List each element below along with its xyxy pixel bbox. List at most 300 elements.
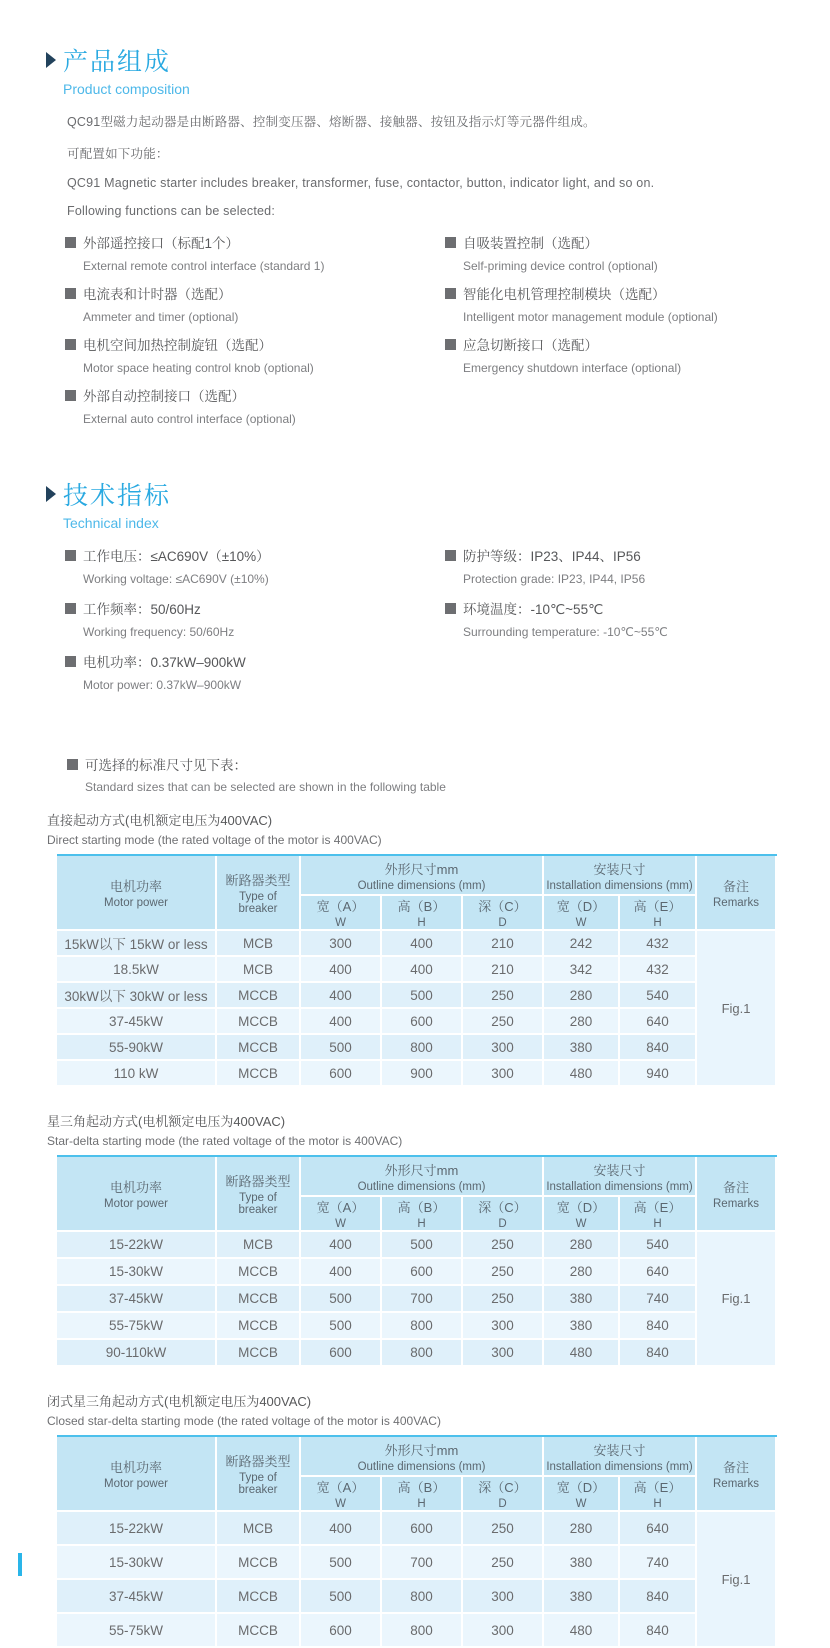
item-text-zh: 防护等级：IP23、IP44、IP56 (463, 549, 641, 564)
item-text-zh: 外部自动控制接口（选配） (83, 389, 245, 404)
section-subtitle-product-composition: Product composition (63, 81, 190, 97)
table-cell: 15kW以下 15kW or less (57, 931, 217, 957)
table-cell: 700 (382, 1286, 463, 1313)
table-row (57, 1259, 777, 1286)
header-text-zh: 深（C） (478, 1200, 527, 1215)
item-text-en: Working frequency: 50/60Hz (83, 625, 235, 639)
section-product-composition-header (46, 0, 830, 97)
table-cell: 380 (544, 1286, 620, 1313)
header-sub-dimension (301, 896, 382, 931)
size-table (57, 1155, 777, 1367)
item-text-zh: 电机功率：0.37kW–900kW (83, 655, 246, 670)
table-cell: 280 (544, 1009, 620, 1035)
table-row (57, 1009, 777, 1035)
bullet-square-icon (65, 288, 76, 299)
header-sub-dimension (382, 896, 463, 931)
table-cell: MCB (217, 931, 301, 957)
table-cell: 600 (382, 1512, 463, 1546)
table-cell: 800 (382, 1580, 463, 1614)
table-cell: MCB (217, 1512, 301, 1546)
list-item (445, 283, 830, 324)
table-cell: 380 (544, 1035, 620, 1061)
table-cell: 500 (301, 1580, 382, 1614)
table-cell: 30kW以下 30kW or less (57, 983, 217, 1009)
table-caption-zh: 星三角起动方式(电机额定电压为400VAC) (47, 1114, 286, 1129)
header-text-en: H (653, 917, 662, 929)
item-text-zh: 电机空间加热控制旋钮（选配） (83, 338, 272, 353)
item-text-zh: 工作电压：≤AC690V（±10%） (83, 549, 270, 564)
table-cell: MCCB (217, 1580, 301, 1614)
header-sub-dimension (301, 1477, 382, 1512)
bullet-square-icon (65, 656, 76, 667)
size-table-container (47, 1155, 830, 1367)
list-item (445, 232, 830, 273)
header-text-zh: 高（E） (633, 899, 682, 914)
bullet-square-icon (445, 288, 456, 299)
bullet-square-icon (445, 550, 456, 561)
table-cell: 840 (620, 1035, 697, 1061)
table-cell: MCCB (217, 1035, 301, 1061)
bullet-square-icon (65, 390, 76, 401)
product-intro (67, 112, 830, 218)
table-cell: 432 (620, 957, 697, 983)
header-motor-power (57, 1437, 217, 1512)
item-text-en: Protection grade: IP23, IP44, IP56 (463, 572, 646, 586)
item-text-en: Surrounding temperature: -10℃~55℃ (463, 625, 668, 639)
size-note-zh: 可选择的标准尺寸见下表： (85, 758, 247, 773)
header-text-en: H (417, 917, 426, 929)
list-item (65, 232, 445, 273)
header-text-zh: 安装尺寸 (593, 1162, 646, 1178)
header-text-zh: 宽（D） (556, 899, 606, 914)
header-text-en: Installation dimensions (mm) (546, 879, 693, 892)
header-text-en: H (417, 1498, 426, 1510)
header-text-en: D (498, 1218, 507, 1230)
header-text-en: W (335, 1218, 346, 1230)
table-row (57, 1546, 777, 1580)
table-cell: 400 (382, 957, 463, 983)
table-row (57, 931, 777, 957)
header-text-zh: 外形尺寸mm (384, 1442, 459, 1458)
item-text-en: Motor power: 0.37kW–900kW (83, 678, 242, 692)
table-cell: 55-90kW (57, 1035, 217, 1061)
item-text-en: Emergency shutdown interface (optional) (463, 361, 682, 375)
header-text-zh: 安装尺寸 (593, 1442, 646, 1458)
table-cell: 300 (463, 1614, 544, 1648)
header-text-zh: 断路器类型 (225, 1454, 291, 1469)
header-sub-dimension (382, 1197, 463, 1232)
spec-column-right (445, 545, 830, 704)
item-text-en: Ammeter and timer (optional) (83, 310, 239, 324)
header-text-zh: 宽（D） (556, 1200, 606, 1215)
header-text-en: H (417, 1218, 426, 1230)
table-cell: 250 (463, 983, 544, 1009)
table-cell: 280 (544, 983, 620, 1009)
table-cell: 380 (544, 1313, 620, 1340)
table-cell: 500 (301, 1313, 382, 1340)
intro-line-zh-2: 可配置如下功能： (67, 147, 169, 161)
header-text-en: Type of breaker (238, 891, 278, 915)
header-text-zh: 宽（A） (316, 1480, 365, 1495)
table-cell: 500 (301, 1286, 382, 1313)
bullet-square-icon (445, 339, 456, 350)
table-cell: 640 (620, 1512, 697, 1546)
table-cell: 15-22kW (57, 1232, 217, 1259)
header-text-zh: 宽（A） (316, 1200, 365, 1215)
table-block-closed-star-delta (47, 1391, 830, 1648)
header-text-zh: 高（B） (397, 899, 446, 914)
header-text-en: W (575, 1498, 587, 1510)
header-outline-dimensions (301, 1437, 544, 1477)
table-row (57, 1035, 777, 1061)
table-cell: 400 (301, 957, 382, 983)
table-cell: MCCB (217, 1286, 301, 1313)
header-text-zh: 高（E） (633, 1200, 682, 1215)
table-cell: 37-45kW (57, 1009, 217, 1035)
table-remark-cell: Fig.1 (697, 1512, 777, 1648)
table-row (57, 1512, 777, 1546)
table-cell: 480 (544, 1340, 620, 1367)
table-cell: 840 (620, 1340, 697, 1367)
header-text-en: Remarks (713, 897, 760, 909)
header-text-zh: 宽（D） (556, 1480, 606, 1495)
table-row (57, 1061, 777, 1087)
header-outline-dimensions (301, 1157, 544, 1197)
item-text-zh: 电流表和计时器（选配） (83, 287, 232, 302)
header-text-en: Outline dimensions (mm) (357, 879, 486, 892)
header-breaker-type (217, 1437, 301, 1512)
list-item (65, 651, 445, 692)
table-cell: 210 (463, 957, 544, 983)
header-installation-dimensions (544, 1157, 697, 1197)
table-cell: MCB (217, 957, 301, 983)
table-row (57, 957, 777, 983)
header-motor-power (57, 1157, 217, 1232)
header-text-en: Installation dimensions (mm) (546, 1460, 693, 1473)
header-text-en: Outline dimensions (mm) (357, 1180, 486, 1193)
table-cell: MCCB (217, 1009, 301, 1035)
table-row (57, 1232, 777, 1259)
item-text-en: Working voltage: ≤AC690V (±10%) (83, 572, 269, 586)
header-text-en: Type of breaker (238, 1472, 278, 1496)
table-caption-en: Closed star-delta starting mode (the rated voltage of the motor is 400VAC) (47, 1414, 441, 1428)
bullet-square-icon (445, 237, 456, 248)
table-row (57, 1313, 777, 1340)
table-row (57, 1286, 777, 1313)
size-table-container (47, 1435, 830, 1648)
header-text-en: Installation dimensions (mm) (546, 1180, 693, 1193)
header-sub-dimension (463, 1197, 544, 1232)
header-sub-dimension (463, 1477, 544, 1512)
item-text-en: Intelligent motor management module (optional) (463, 310, 718, 324)
list-item (65, 334, 445, 375)
table-cell: 540 (620, 983, 697, 1009)
header-text-zh: 外形尺寸mm (384, 861, 459, 877)
table-cell: MCCB (217, 1313, 301, 1340)
list-item (445, 334, 830, 375)
table-caption-zh: 直接起动方式(电机额定电压为400VAC) (47, 813, 273, 828)
header-text-zh: 高（B） (397, 1200, 446, 1215)
list-item (65, 283, 445, 324)
table-remark-cell: Fig.1 (697, 931, 777, 1087)
table-cell: 840 (620, 1614, 697, 1648)
header-text-en: H (653, 1218, 662, 1230)
page-edge-decoration (18, 1553, 22, 1576)
table-cell: 480 (544, 1614, 620, 1648)
size-table (57, 1435, 777, 1648)
header-remarks (697, 1157, 777, 1232)
table-cell: 480 (544, 1061, 620, 1087)
list-item (65, 598, 445, 639)
bullet-square-icon (65, 550, 76, 561)
table-cell: 840 (620, 1580, 697, 1614)
item-text-en: Self-priming device control (optional) (463, 259, 658, 273)
header-text-en: W (575, 917, 587, 929)
table-cell: 600 (382, 1009, 463, 1035)
header-motor-power (57, 856, 217, 931)
table-cell: 300 (463, 1340, 544, 1367)
table-cell: 740 (620, 1286, 697, 1313)
table-cell: 740 (620, 1546, 697, 1580)
table-cell: 15-30kW (57, 1546, 217, 1580)
header-text-zh: 断路器类型 (225, 1174, 291, 1189)
table-cell: 55-75kW (57, 1614, 217, 1648)
table-cell: 55-75kW (57, 1313, 217, 1340)
table-cell: MCCB (217, 1259, 301, 1286)
table-cell: 280 (544, 1232, 620, 1259)
table-cell: MCCB (217, 1061, 301, 1087)
header-text-en: Motor power (104, 1478, 168, 1490)
header-text-en: Outline dimensions (mm) (357, 1460, 486, 1473)
table-cell: 840 (620, 1313, 697, 1340)
header-text-zh: 安装尺寸 (593, 861, 646, 877)
header-text-zh: 宽（A） (316, 899, 365, 914)
section-title-product-composition: 产品组成 (63, 48, 172, 76)
header-sub-dimension (544, 896, 620, 931)
size-table-container (47, 854, 830, 1087)
header-text-zh: 深（C） (478, 899, 527, 914)
list-item (65, 545, 445, 586)
table-block-direct-start (47, 810, 830, 1087)
header-text-zh: 外形尺寸mm (384, 1162, 459, 1178)
intro-line-zh-1: QC91型磁力起动器是由断路器、控制变压器、熔断器、接触器、按钮及指示灯等元器件组成。 (67, 115, 596, 129)
header-text-en: Type of breaker (238, 1192, 278, 1216)
header-text-zh: 备注 (723, 1180, 750, 1195)
table-cell: 400 (382, 931, 463, 957)
table-cell: 18.5kW (57, 957, 217, 983)
table-cell: 110 kW (57, 1061, 217, 1087)
table-cell: 640 (620, 1009, 697, 1035)
header-text-zh: 断路器类型 (225, 873, 291, 888)
size-note-en: Standard sizes that can be selected are shown in the following table (85, 780, 446, 794)
item-text-zh: 工作频率：50/60Hz (83, 602, 201, 617)
table-cell: 242 (544, 931, 620, 957)
table-cell: 250 (463, 1232, 544, 1259)
table-cell: 940 (620, 1061, 697, 1087)
table-cell: 342 (544, 957, 620, 983)
header-sub-dimension (620, 1197, 697, 1232)
table-cell: 300 (463, 1313, 544, 1340)
table-cell: MCCB (217, 983, 301, 1009)
header-sub-dimension (463, 896, 544, 931)
header-text-zh: 深（C） (478, 1480, 527, 1495)
section-subtitle-technical-index: Technical index (63, 515, 159, 531)
table-cell: 400 (301, 1232, 382, 1259)
intro-line-en-2: Following functions can be selected: (67, 204, 276, 218)
table-caption-zh: 闭式星三角起动方式(电机额定电压为400VAC) (47, 1394, 312, 1409)
size-note (67, 754, 830, 794)
item-text-zh: 外部遥控接口（标配1个） (83, 236, 240, 251)
table-cell: 90-110kW (57, 1340, 217, 1367)
table-row (57, 983, 777, 1009)
section-arrow-icon (46, 52, 56, 68)
list-item (445, 598, 830, 639)
header-text-en: W (335, 917, 346, 929)
table-cell: MCB (217, 1232, 301, 1259)
table-cell: 800 (382, 1313, 463, 1340)
bullet-square-icon (65, 339, 76, 350)
table-cell: 15-22kW (57, 1512, 217, 1546)
header-text-en: D (498, 1498, 507, 1510)
table-cell: 600 (301, 1061, 382, 1087)
header-breaker-type (217, 856, 301, 931)
header-text-zh: 备注 (723, 879, 750, 894)
table-cell: 600 (301, 1614, 382, 1648)
table-cell: 500 (301, 1546, 382, 1580)
table-row (57, 1614, 777, 1648)
table-cell: 300 (301, 931, 382, 957)
table-cell: 250 (463, 1259, 544, 1286)
table-row (57, 1580, 777, 1614)
table-cell: 432 (620, 931, 697, 957)
section-arrow-icon (46, 486, 56, 502)
header-installation-dimensions (544, 1437, 697, 1477)
table-cell: 500 (382, 983, 463, 1009)
table-cell: 600 (382, 1259, 463, 1286)
bullet-square-icon (67, 759, 78, 770)
table-cell: 380 (544, 1580, 620, 1614)
table-cell: 250 (463, 1009, 544, 1035)
header-remarks (697, 856, 777, 931)
header-text-en: Motor power (104, 1198, 168, 1210)
table-cell: 900 (382, 1061, 463, 1087)
table-cell: 37-45kW (57, 1286, 217, 1313)
table-row (57, 1340, 777, 1367)
table-cell: 15-30kW (57, 1259, 217, 1286)
header-sub-dimension (544, 1197, 620, 1232)
table-cell: 400 (301, 983, 382, 1009)
item-text-zh: 智能化电机管理控制模块（选配） (463, 287, 666, 302)
header-sub-dimension (544, 1477, 620, 1512)
header-text-zh: 电机功率 (109, 1180, 162, 1195)
header-text-en: Remarks (713, 1478, 760, 1490)
table-cell: 280 (544, 1512, 620, 1546)
bullet-square-icon (65, 237, 76, 248)
feature-column-right (445, 232, 830, 436)
header-text-zh: 备注 (723, 1460, 750, 1475)
table-cell: 640 (620, 1259, 697, 1286)
spec-column-left (65, 545, 445, 704)
header-installation-dimensions (544, 856, 697, 896)
header-text-en: W (335, 1498, 346, 1510)
item-text-en: External remote control interface (standard 1) (83, 259, 325, 273)
header-text-zh: 电机功率 (109, 879, 162, 894)
intro-line-en-1: QC91 Magnetic starter includes breaker, transformer, fuse, contactor, button, indicator light, and so on. (67, 176, 655, 190)
table-cell: 700 (382, 1546, 463, 1580)
header-text-en: H (653, 1498, 662, 1510)
header-remarks (697, 1437, 777, 1512)
header-text-zh: 高（B） (397, 1480, 446, 1495)
table-cell: 400 (301, 1259, 382, 1286)
header-sub-dimension (620, 896, 697, 931)
table-cell: 800 (382, 1340, 463, 1367)
item-text-zh: 环境温度：-10℃~55℃ (463, 602, 604, 617)
list-item (445, 545, 830, 586)
bullet-square-icon (65, 603, 76, 614)
table-cell: 300 (463, 1580, 544, 1614)
table-cell: 800 (382, 1035, 463, 1061)
header-outline-dimensions (301, 856, 544, 896)
table-block-star-delta (47, 1111, 830, 1367)
table-cell: 380 (544, 1546, 620, 1580)
table-cell: 600 (301, 1340, 382, 1367)
header-breaker-type (217, 1157, 301, 1232)
table-cell: 300 (463, 1035, 544, 1061)
header-text-en: D (498, 917, 507, 929)
table-cell: MCCB (217, 1546, 301, 1580)
spec-list (65, 545, 830, 704)
table-cell: 800 (382, 1614, 463, 1648)
header-text-en: Motor power (104, 897, 168, 909)
section-technical-index-header (46, 436, 830, 531)
table-cell: 400 (301, 1009, 382, 1035)
section-title-technical-index: 技术指标 (63, 482, 172, 510)
header-text-zh: 电机功率 (109, 1460, 162, 1475)
table-cell: MCCB (217, 1614, 301, 1648)
header-text-en: Remarks (713, 1198, 760, 1210)
table-cell: 250 (463, 1546, 544, 1580)
table-cell: 500 (301, 1035, 382, 1061)
table-cell: 250 (463, 1286, 544, 1313)
header-sub-dimension (382, 1477, 463, 1512)
bullet-square-icon (445, 603, 456, 614)
feature-column-left (65, 232, 445, 436)
item-text-en: Motor space heating control knob (optional) (83, 361, 314, 375)
table-cell: 280 (544, 1259, 620, 1286)
table-cell: MCCB (217, 1340, 301, 1367)
table-cell: 300 (463, 1061, 544, 1087)
table-cell: 500 (382, 1232, 463, 1259)
table-remark-cell: Fig.1 (697, 1232, 777, 1367)
table-caption-en: Direct starting mode (the rated voltage of the motor is 400VAC) (47, 833, 382, 847)
item-text-zh: 自吸装置控制（选配） (463, 236, 598, 251)
item-text-en: External auto control interface (optional) (83, 412, 296, 426)
header-text-zh: 高（E） (633, 1480, 682, 1495)
header-sub-dimension (620, 1477, 697, 1512)
size-table (57, 854, 777, 1087)
table-cell: 37-45kW (57, 1580, 217, 1614)
header-sub-dimension (301, 1197, 382, 1232)
table-caption-en: Star-delta starting mode (the rated voltage of the motor is 400VAC) (47, 1134, 403, 1148)
feature-list (65, 232, 830, 436)
list-item (65, 385, 445, 426)
item-text-zh: 应急切断接口（选配） (463, 338, 598, 353)
table-cell: 400 (301, 1512, 382, 1546)
table-cell: 540 (620, 1232, 697, 1259)
header-text-en: W (575, 1218, 587, 1230)
table-cell: 210 (463, 931, 544, 957)
table-cell: 250 (463, 1512, 544, 1546)
